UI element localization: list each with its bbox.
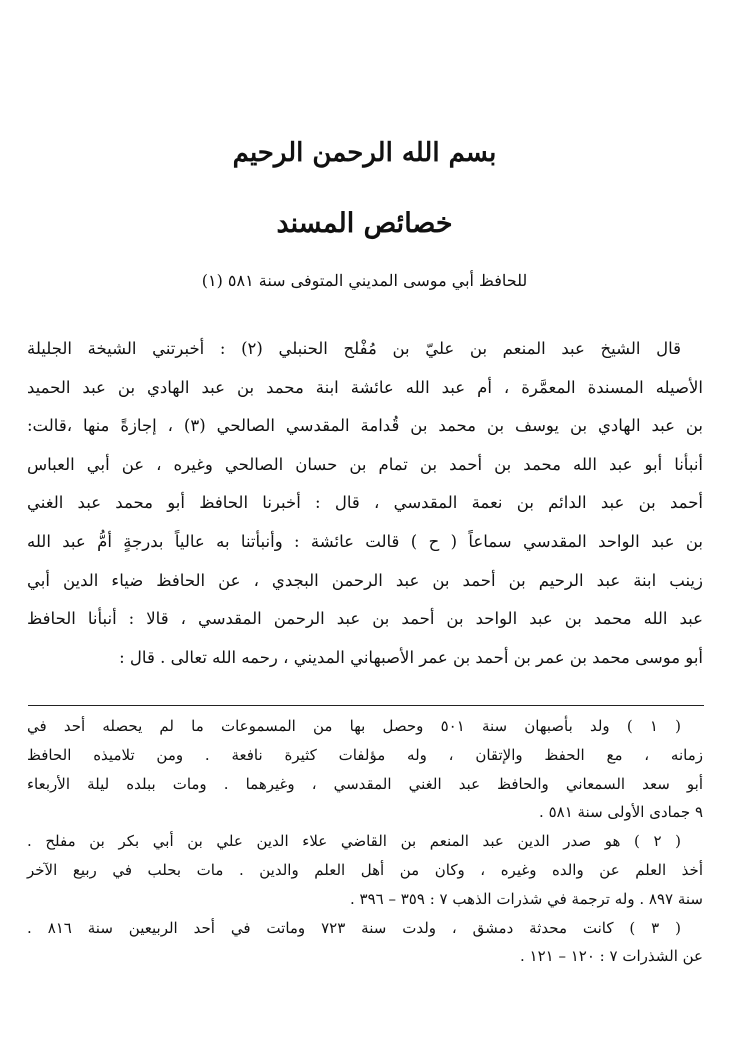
footnotes-block bbox=[27, 712, 703, 971]
footnote-line: ( ٢ ) هو صدر الدين عبد المنعم بن القاضي علاء الدين علي بن أبي بكر بن مفلح . bbox=[27, 832, 681, 851]
footnote-line: أبو سعد السمعاني والحافظ عبد الغني المقدسي ، وغيرهما . ومات ببلده ليلة الأربعاء bbox=[27, 774, 703, 793]
text-line: بن عبد الواحد المقدسي سماعاً ( ح ) قالت عائشة : وأنبأتنا به عالياً بدرجةٍ أمُّ عبد الله bbox=[27, 531, 703, 551]
footnote-line: أخذ العلم عن والده وغيره ، وكان من أهل العلم والدين . مات بحلب في ربيع الآخر bbox=[27, 860, 703, 879]
text-line: الأصيله المسندة المعمَّرة ، أم عبد الله عائشة ابنة محمد بن عبد الهادي بن عبد الحميد bbox=[27, 377, 703, 397]
text-line: أنبأنا أبو عبد الله محمد بن أحمد بن تمام بن حسان الصالحي وغيره ، عن أبي العباس bbox=[27, 454, 703, 474]
text-line: بن عبد الهادي بن يوسف بن محمد بن قُدامة المقدسي الصالحي (٣) ، إجازةً منها ،قالت: bbox=[27, 416, 703, 436]
footnote-line: ( ٣ ) كانت محدثة دمشق ، ولدت سنة ٧٢٣ وماتت في أحد الربيعين سنة ٨١٦ . bbox=[27, 918, 681, 937]
text-line: عبد الله محمد بن عبد الواحد بن أحمد بن عبد الرحمن المقدسي ، قالا : أنبأنا الحافظ bbox=[27, 609, 703, 629]
text-line: قال الشيخ عبد المنعم بن عليّ بن مُفْلح الحنبلي (٢) : أخبرتني الشيخة الجليلة bbox=[27, 339, 681, 358]
footnote-line: عن الشذرات ٧ : ١٢٠ – ١٢١ . bbox=[519, 947, 703, 966]
footnote-line: زمانه ، مع الحفظ والإتقان ، وله مؤلفات كثيرة نافعة . ومن تلاميذه الحافظ bbox=[27, 745, 703, 764]
footnote-line: ٩ جمادى الأولى سنة ٥٨١ . bbox=[539, 803, 703, 822]
text-line: أبو موسى محمد بن عمر بن أحمد بن عمر الأصبهاني المديني ، رحمه الله تعالى . قال : bbox=[119, 647, 703, 667]
page-title: خصائص المسند bbox=[276, 208, 453, 239]
text-line: أحمد بن عبد الدائم بن نعمة المقدسي ، قال : أخبرنا الحافظ أبو محمد عبد الغني bbox=[27, 493, 703, 513]
text-line: زينب ابنة عبد الرحيم بن أحمد بن عبد الرحمن البجدي ، عن الحافظ ضياء الدين أبي bbox=[27, 570, 703, 590]
footnote-line: سنة ٨٩٧ . وله ترجمة في شذرات الذهب ٧ : ٣٥٩ – ٣٩٦ . bbox=[349, 889, 703, 908]
main-text-block bbox=[27, 330, 703, 677]
author-subtitle: للحافظ أبي موسى المديني المتوفى سنة ٥٨١ (١) bbox=[201, 271, 528, 290]
footnote-divider bbox=[28, 705, 704, 706]
basmala-heading: بسم الله الرحمن الرحيم bbox=[232, 138, 497, 168]
footnote-line: ( ١ ) ولد بأصبهان سنة ٥٠١ وحصل بها من المسموعات ما لم يحصله أحد في bbox=[27, 717, 681, 735]
